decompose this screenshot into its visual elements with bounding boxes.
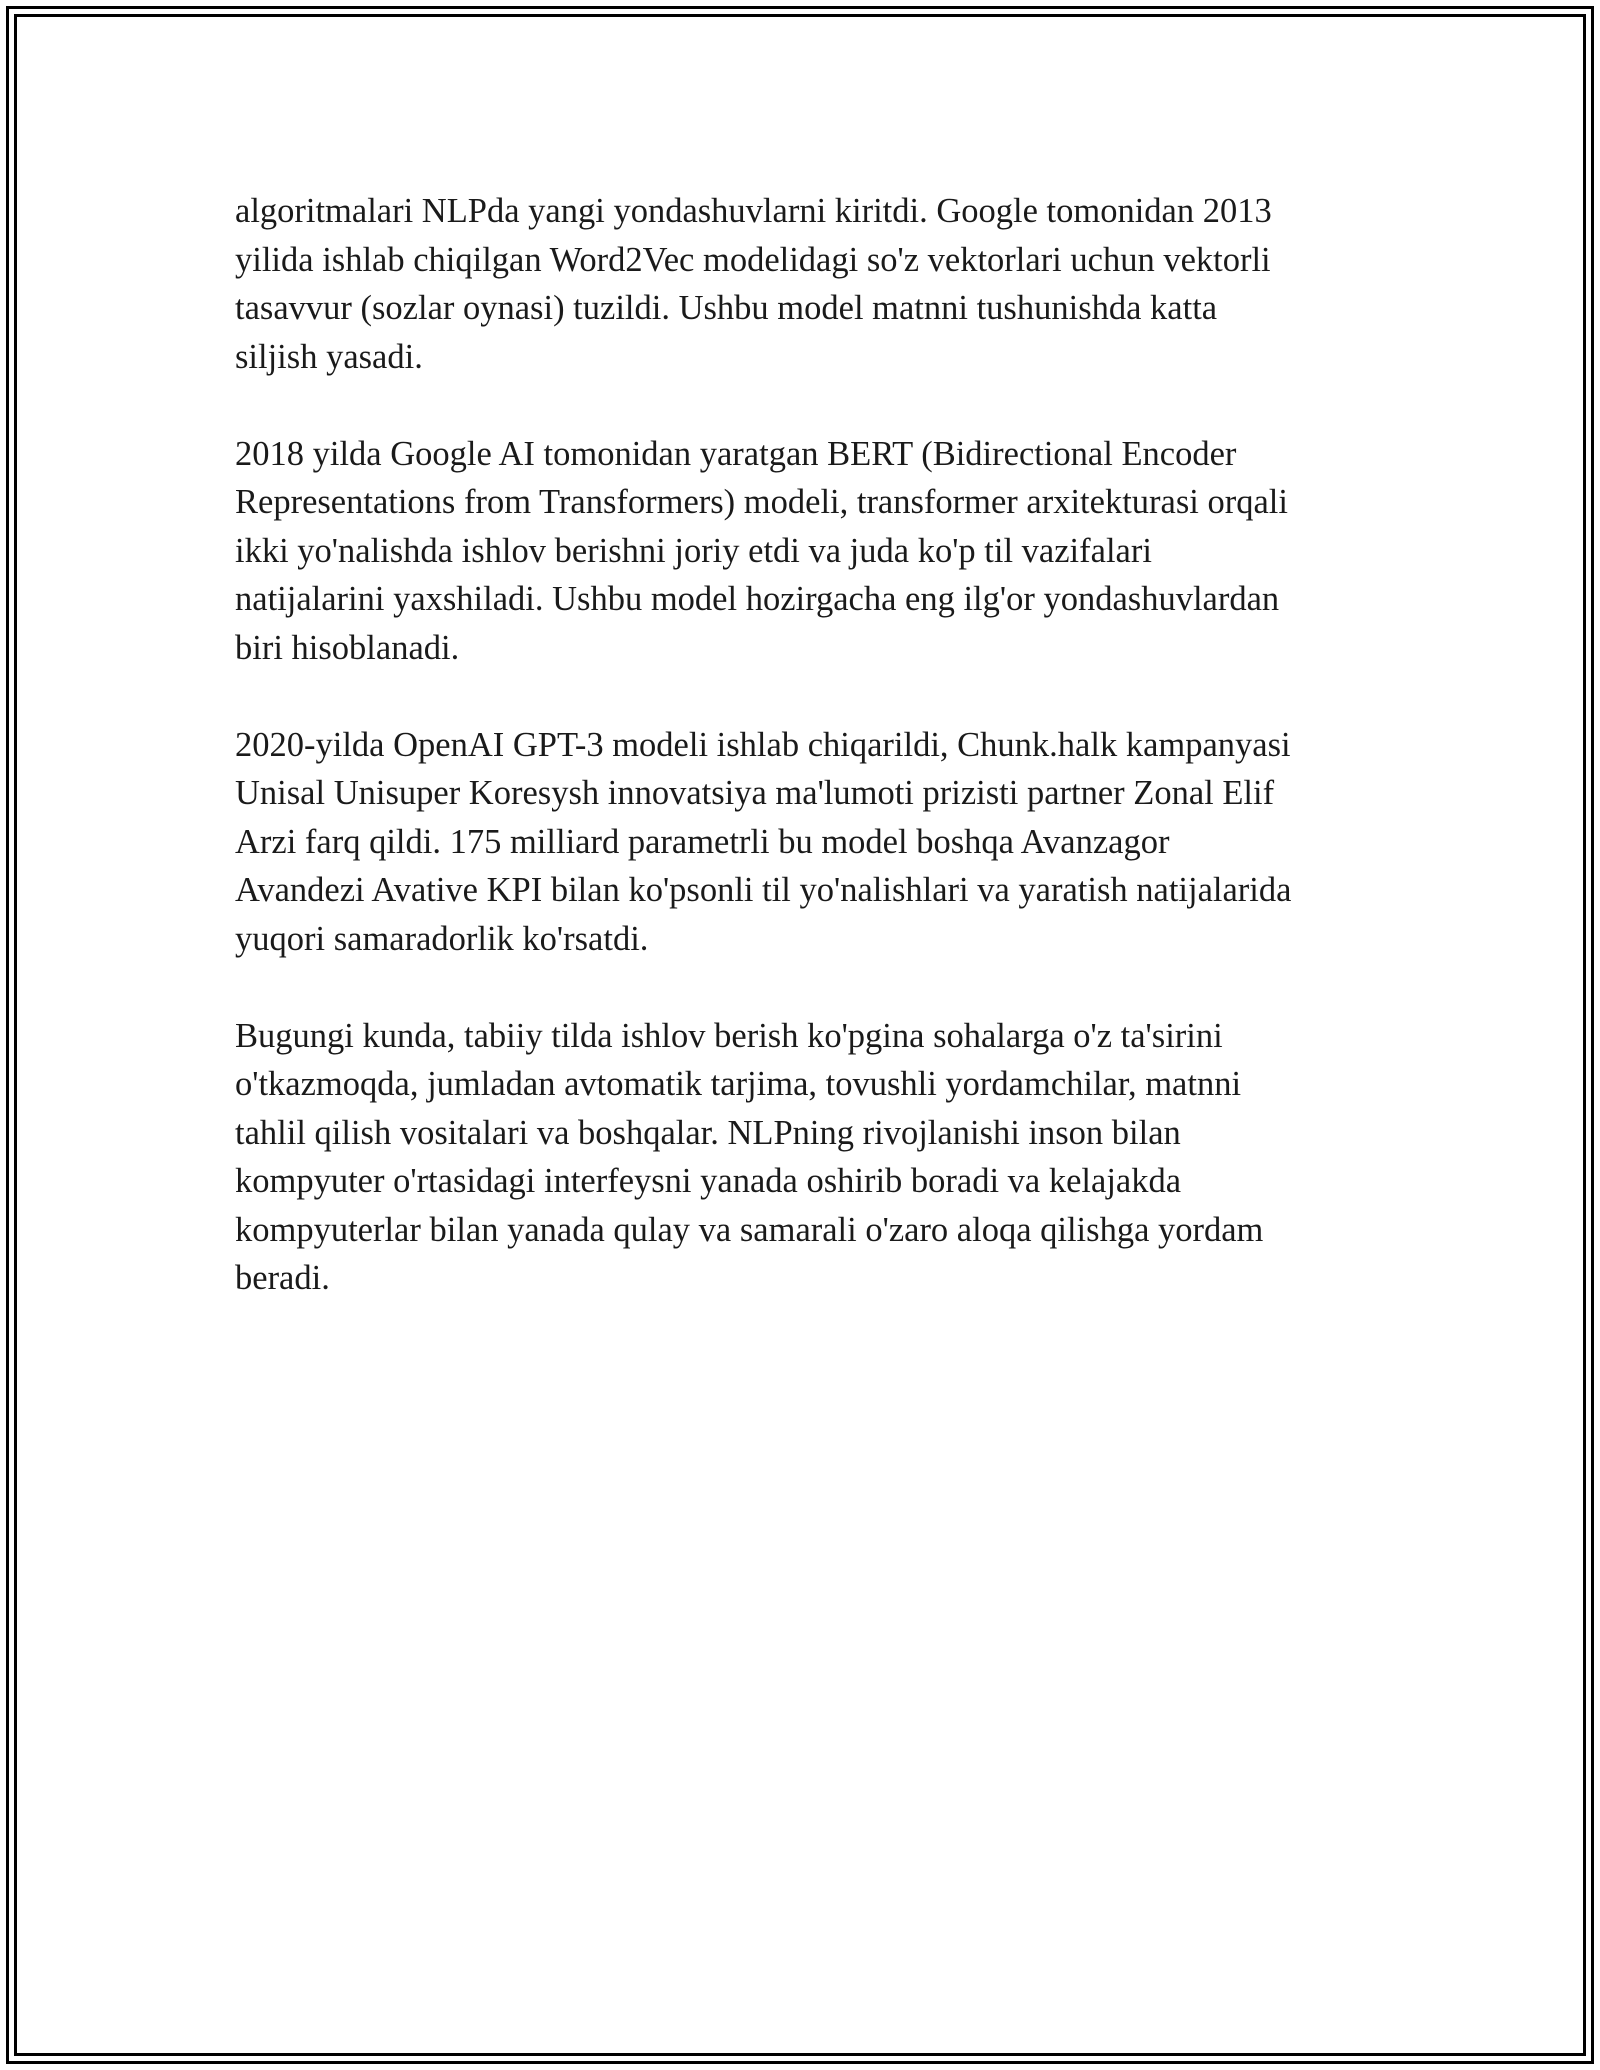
paragraph-today: Bugungi kunda, tabiiy tilda ishlov berish ko'pgina sohalarga o'z ta'sirini o'tkazmoqda, jumladan avtomatik tarjima, tovushli yordamchilar, matnni tahlil qilish vositalari va boshqalar. NLPning rivojlanishi inson bilan kompyuter o'rtasidagi interfeysni yanada oshirib boradi va kelajakda kompyuterlar bilan yanada qulay va samarali o'zaro aloqa qilishga yordam beradi. [235,1016,1264,1297]
document-body [235,187,1385,1351]
paragraph-word2vec: algoritmalari NLPda yangi yondashuvlarni kiritdi. Google tomonidan 2013 yilida ishlab chiqilgan Word2Vec modelidagi so'z vektorlari uchun vektorli tasavvur (sozlar oynasi) tuzildi. Ushbu model matnni tushunishda katta siljish yasadi. [235,192,1272,376]
paragraph-bert: 2018 yilda Google AI tomonidan yaratgan BERT (Bidirectional Encoder Representations from Transformers) modeli, transformer arxitekturasi orqali ikki yo'nalishda ishlov berishni joriy etdi va juda ko'p til vazifalari natijalarini yaxshiladi. Ushbu model hozirgacha eng ilg'or yondashuvlardan biri hisoblanadi. [235,434,1288,667]
paragraph-gpt3: 2020-yilda OpenAI GPT-3 modeli ishlab chiqarildi, Chunk.halk kampanyasi Unisal Unisuper Koresysh innovatsiya ma'lumoti prizisti partner Zonal Elif Arzi farq qildi. 175 milliard parametrli bu model boshqa Avanzagor Avandezi Avative KPI bilan ko'psonli til yo'nalishlari va yaratish natijalarida yuqori samaradorlik ko'rsatdi. [235,725,1292,958]
